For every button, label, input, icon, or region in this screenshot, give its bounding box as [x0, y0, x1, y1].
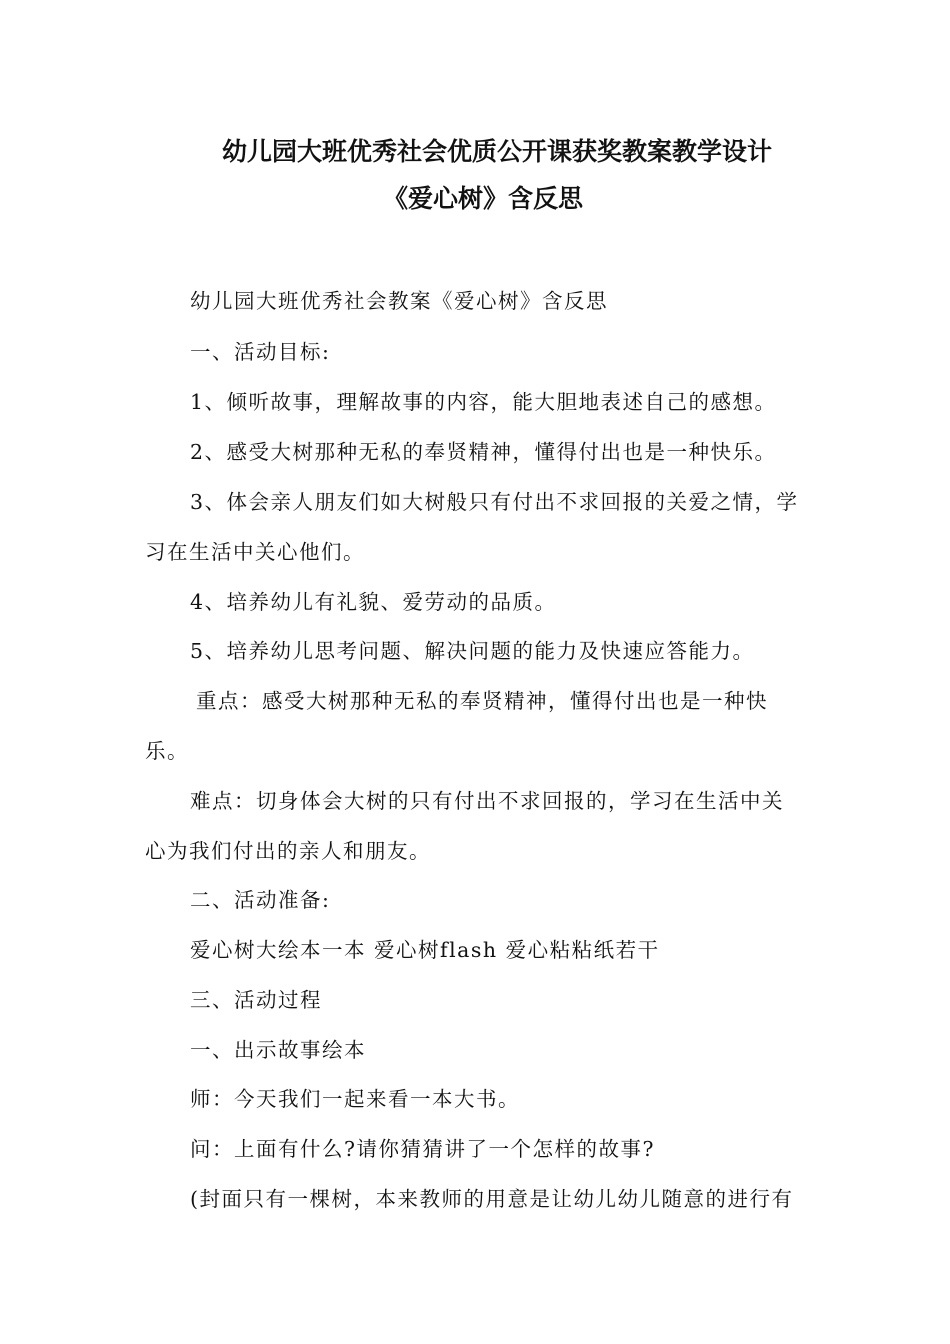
- document-title-line-1: 幼儿园大班优秀社会优质公开课获奖教案教学设计: [222, 137, 773, 166]
- note-line: (封面只有一棵树，本来教师的用意是让幼儿幼儿随意的进行有: [190, 1187, 794, 1211]
- section-heading-preparation: 二、活动准备:: [190, 888, 331, 912]
- key-point-continued: 乐。: [145, 739, 189, 763]
- process-step-1: 一、出示故事绘本: [190, 1038, 366, 1062]
- goal-item-3: 3、体会亲人朋友们如大树般只有付出不求回报的关爱之情，学: [190, 490, 799, 514]
- key-point: 重点：感受大树那种无私的奉贤精神，懂得付出也是一种快: [196, 689, 768, 713]
- section-heading-process: 三、活动过程: [190, 988, 322, 1012]
- goal-item-5: 5、培养幼儿思考问题、解决问题的能力及快速应答能力。: [190, 639, 755, 663]
- goal-item-3-continued: 习在生活中关心他们。: [145, 540, 365, 564]
- teacher-line: 师：今天我们一起来看一本大书。: [190, 1087, 520, 1111]
- section-heading-goals: 一、活动目标:: [190, 340, 331, 364]
- goal-item-1: 1、倾听故事，理解故事的内容，能大胆地表述自己的感想。: [190, 390, 777, 414]
- question-line: 问：上面有什么?请你猜猜讲了一个怎样的故事?: [190, 1137, 655, 1161]
- goal-item-4: 4、培养幼儿有礼貌、爱劳动的品质。: [190, 590, 557, 614]
- difficult-point-continued: 心为我们付出的亲人和朋友。: [145, 839, 431, 863]
- subtitle-line: 幼儿园大班优秀社会教案《爱心树》含反思: [190, 289, 608, 313]
- document-title-line-2: 《爱心树》含反思: [383, 184, 584, 213]
- preparation-materials: 爱心树大绘本一本 爱心树flash 爱心粘粘纸若干: [190, 938, 660, 962]
- difficult-point: 难点：切身体会大树的只有付出不求回报的，学习在生活中关: [190, 789, 784, 813]
- goal-item-2: 2、感受大树那种无私的奉贤精神，懂得付出也是一种快乐。: [190, 440, 777, 464]
